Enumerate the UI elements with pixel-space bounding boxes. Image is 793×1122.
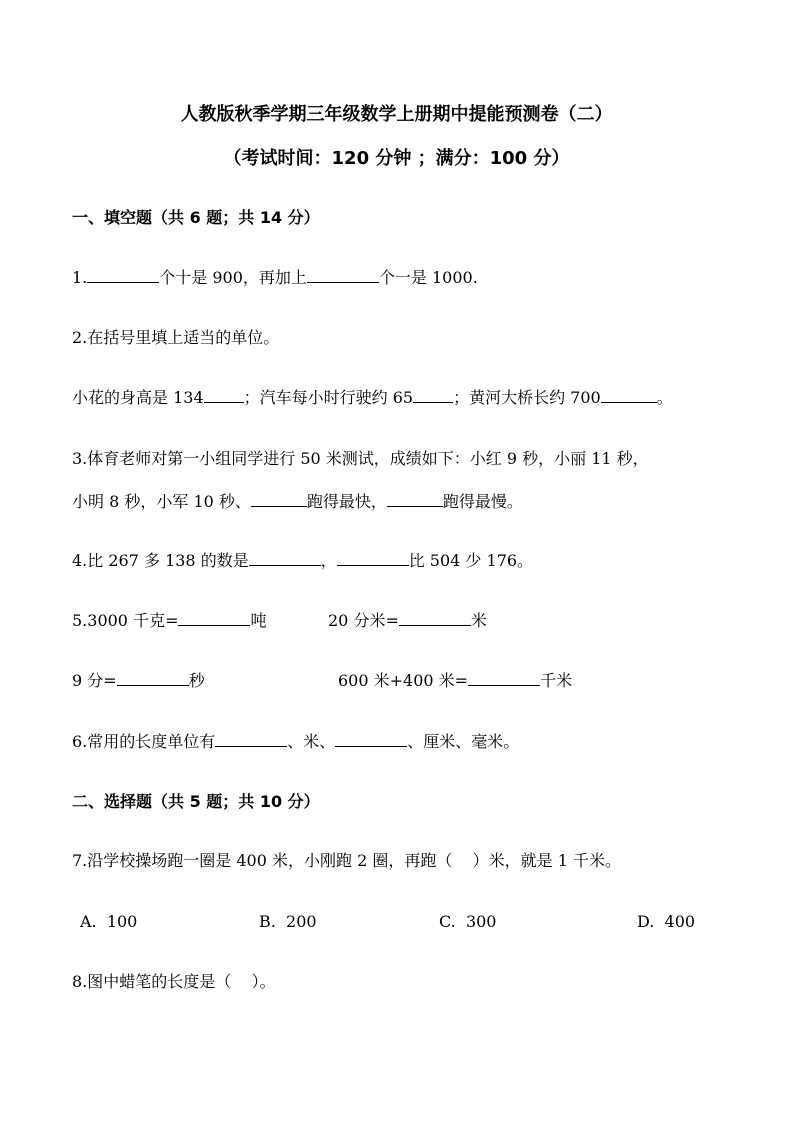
question-text: 20 分米= xyxy=(328,611,399,630)
answer-blank[interactable] xyxy=(387,492,443,507)
exam-subtitle: （考试时间：120 分钟 ；满分：100 分） xyxy=(223,148,570,169)
answer-blank[interactable] xyxy=(601,388,657,403)
question-8-stem: 8.图中蜡笔的长度是（ ）。 xyxy=(72,972,276,991)
option-d[interactable] xyxy=(637,912,695,932)
option-label: C. xyxy=(439,912,456,931)
answer-blank[interactable] xyxy=(117,671,189,686)
question-5-a xyxy=(72,611,267,631)
option-b[interactable] xyxy=(259,912,317,932)
question-7-stem: 7.沿学校操场跑一圈是 400 米，小刚跑 2 圈，再跑（ ）米，就是 1 千米。 xyxy=(72,851,622,870)
answer-blank[interactable] xyxy=(87,268,159,283)
question-text: 跑得最快， xyxy=(306,492,387,511)
question-1 xyxy=(72,268,478,288)
option-label: B. xyxy=(259,912,276,931)
question-number: 1. xyxy=(72,268,88,287)
question-2-body xyxy=(72,388,673,408)
question-text: 600 米+400 米= xyxy=(338,671,469,690)
answer-blank[interactable] xyxy=(215,732,287,747)
question-text: 6.常用的长度单位有 xyxy=(72,732,216,751)
option-label: A. xyxy=(80,912,97,931)
question-text: 跑得最慢。 xyxy=(442,492,523,511)
answer-blank[interactable] xyxy=(249,551,321,566)
answer-blank[interactable] xyxy=(307,268,379,283)
option-value: 400 xyxy=(664,912,696,931)
question-text: 个十是 900，再加上 xyxy=(159,268,307,287)
answer-blank[interactable] xyxy=(468,671,540,686)
question-text: 9 分= xyxy=(72,671,117,690)
question-text: 4.比 267 多 138 的数是 xyxy=(72,551,249,570)
answer-blank[interactable] xyxy=(204,388,244,403)
question-3-line2 xyxy=(72,492,523,512)
question-text: 小明 8 秒，小军 10 秒、 xyxy=(72,492,251,511)
option-value: 200 xyxy=(286,912,317,931)
option-value: 300 xyxy=(465,912,497,931)
question-5-d xyxy=(338,671,572,691)
answer-blank[interactable] xyxy=(413,388,453,403)
question-text: 小花的身高是 134 xyxy=(72,388,204,407)
option-c[interactable] xyxy=(439,912,496,932)
question-5-b xyxy=(328,611,487,631)
question-text: 5.3000 千克= xyxy=(72,611,179,630)
question-text: 、厘米、毫米。 xyxy=(407,732,520,751)
section-heading-multiple-choice: 二、选择题（共 5 题；共 10 分） xyxy=(72,792,320,811)
question-text: 。 xyxy=(656,388,673,407)
question-text: ；黄河大桥长约 700 xyxy=(453,388,601,407)
question-text: 米 xyxy=(470,611,487,630)
answer-blank[interactable] xyxy=(399,611,471,626)
question-5-c xyxy=(72,671,205,691)
question-text: 吨 xyxy=(250,611,267,630)
section-heading-fill-in: 一、填空题（共 6 题；共 14 分） xyxy=(72,208,320,227)
question-text: ；汽车每小时行驶约 65 xyxy=(243,388,414,407)
question-6 xyxy=(72,732,519,752)
question-text: 千米 xyxy=(540,671,573,690)
answer-blank[interactable] xyxy=(251,492,307,507)
option-label: D. xyxy=(637,912,655,931)
question-text: 个一是 1000. xyxy=(378,268,478,287)
option-a[interactable] xyxy=(80,912,137,932)
question-4 xyxy=(72,551,533,571)
question-text: ， xyxy=(320,551,337,570)
question-text: 、米、 xyxy=(287,732,336,751)
option-value: 100 xyxy=(106,912,138,931)
exam-title: 人教版秋季学期三年级数学上册期中提能预测卷（二） xyxy=(180,104,613,125)
answer-blank[interactable] xyxy=(178,611,250,626)
question-text: 秒 xyxy=(188,671,205,690)
question-3-line1: 3.体育老师对第一小组同学进行 50 米测试，成绩如下：小红 9 秒，小丽 11 秒， xyxy=(72,449,649,468)
question-text: 比 504 少 176。 xyxy=(408,551,534,570)
answer-blank[interactable] xyxy=(335,732,407,747)
answer-blank[interactable] xyxy=(337,551,409,566)
question-2-stem: 2.在括号里填上适当的单位。 xyxy=(72,328,280,347)
